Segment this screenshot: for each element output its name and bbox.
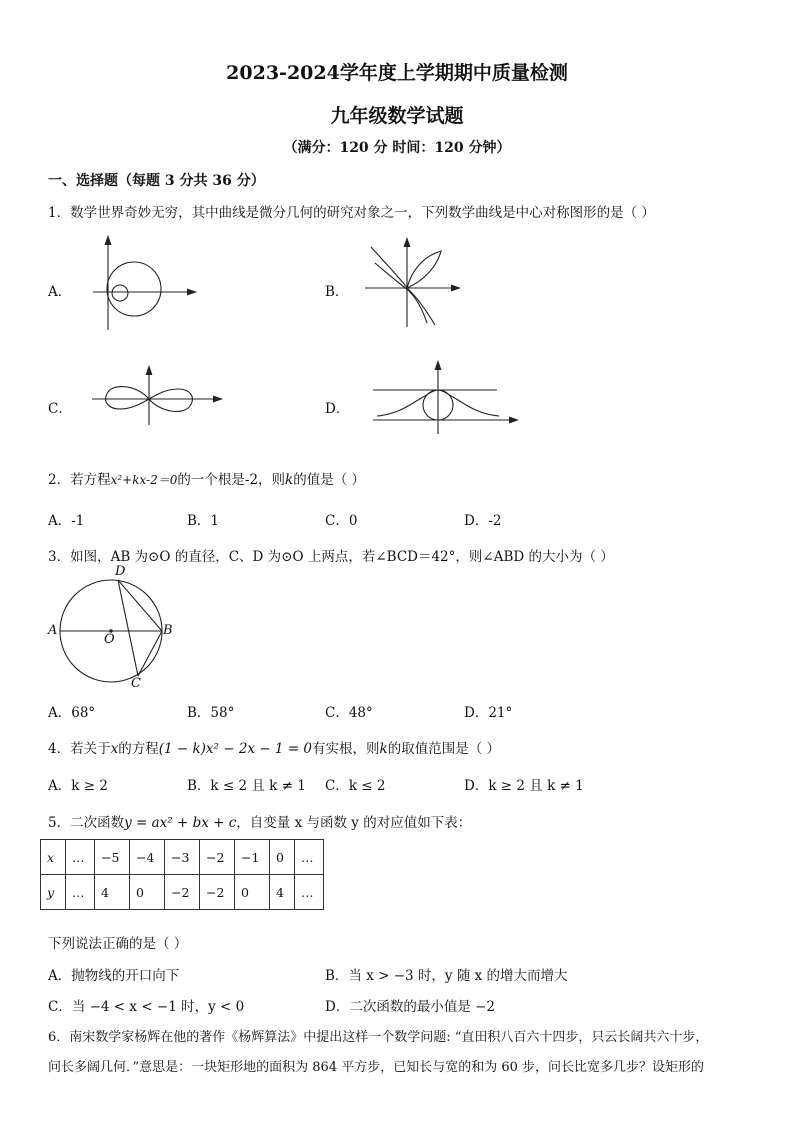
q2-option-d: D．-2 [464,513,502,529]
table-cell: −2 [165,875,200,910]
table-cell: x [41,840,66,875]
q2-option-b: B．1 [187,513,220,529]
q5-option-d: D．二次函数的最小值是 −2 [325,999,496,1015]
table-cell: −4 [130,840,165,875]
q4-option-c: C．k ≤ 2 [325,778,386,794]
table-row [41,840,324,875]
q3-option-b: B．58° [187,705,235,721]
point-b-label: B [163,623,173,638]
q4-option-b: B．k ≤ 2 且 k ≠ 1 [187,778,306,794]
exam-subtitle: 九年级数学试题 [330,105,464,127]
table-cell: 0 [270,840,295,875]
table-cell: 4 [270,875,295,910]
question-5-ask: 下列说法正确的是（ ） [48,936,188,952]
folium-curve-icon [365,235,465,330]
q5-option-c: C．当 −4 < x < −1 时，y < 0 [48,999,245,1015]
question-5-text: 5．二次函数y = ax² + bx + c，自变量 x 与函数 y 的对应值如下表： [48,815,472,831]
table-cell: 4 [95,875,130,910]
question-4-text: 4．若关于x的方程(1 − k)x² − 2x − 1 = 0有实根，则k的取值范围是（ ） [48,741,500,757]
question-2-text: 2．若方程x²+kx-2＝0的一个根是-2，则k的值是（ ） [48,472,366,488]
q1-option-a-label: A． [48,284,72,300]
q1-option-d-label: D． [325,401,350,417]
table-cell: … [295,840,324,875]
q1-option-b-label: B． [325,284,349,300]
q4-option-d: D．k ≥ 2 且 k ≠ 1 [464,778,584,794]
point-o-label: O [104,632,115,647]
value-table [40,839,324,910]
q3-option-a: A．68° [48,705,96,721]
table-cell: −1 [235,840,270,875]
q3-option-c: C．48° [325,705,373,721]
point-a-label: A [48,623,58,638]
q5-option-b: B．当 x > −3 时，y 随 x 的增大而增大 [325,968,568,984]
question-6-line-1: 6．南宋数学家杨辉在他的著作《杨辉算法》中提出这样一个数学问题: “直田积八百六十四步，只云长阔共六十步， [48,1030,709,1045]
question-1-text: 1．数学世界奇妙无穷，其中曲线是微分几何的研究对象之一，下列数学曲线是中心对称图形的是（ ） [48,205,655,221]
exam-title: 2023-2024学年度上学期期中质量检测 [226,62,568,84]
score-info: （满分：120 分 时间：120 分钟） [283,140,511,156]
cardioid-curve-icon [90,235,205,335]
table-cell: y [41,875,66,910]
table-row [41,875,324,910]
q3-option-d: D．21° [464,705,513,721]
q2-option-a: A．-1 [48,513,85,529]
table-cell: −5 [95,840,130,875]
witch-of-agnesi-icon [373,358,523,438]
question-3-text: 3．如图，AB 为⊙O 的直径，C、D 为⊙O 上两点，若∠BCD＝42°，则∠ABD 的大小为（ ） [48,549,614,565]
table-cell: 0 [130,875,165,910]
lemniscate-curve-icon [92,365,227,427]
q5-option-a: A．抛物线的开口向下 [48,968,180,984]
section-title: 一、选择题（每题 3 分共 36 分） [48,173,265,189]
point-d-label: D [115,564,126,579]
table-cell: −3 [165,840,200,875]
table-cell: −2 [200,840,235,875]
point-c-label: C [131,676,141,691]
table-cell: 0 [235,875,270,910]
table-cell: … [66,840,95,875]
question-6-line-2: 问长多阔几何．”意思是：一块矩形地的面积为 864 平方步，已知长与宽的和为 60 步，问长比宽多几步？设矩形的 [48,1060,705,1075]
table-cell: −2 [200,875,235,910]
q1-option-c-label: C． [48,401,72,417]
q2-option-c: C．0 [325,513,358,529]
table-cell: … [66,875,95,910]
table-cell: … [295,875,324,910]
q4-option-a: A．k ≥ 2 [48,778,108,794]
